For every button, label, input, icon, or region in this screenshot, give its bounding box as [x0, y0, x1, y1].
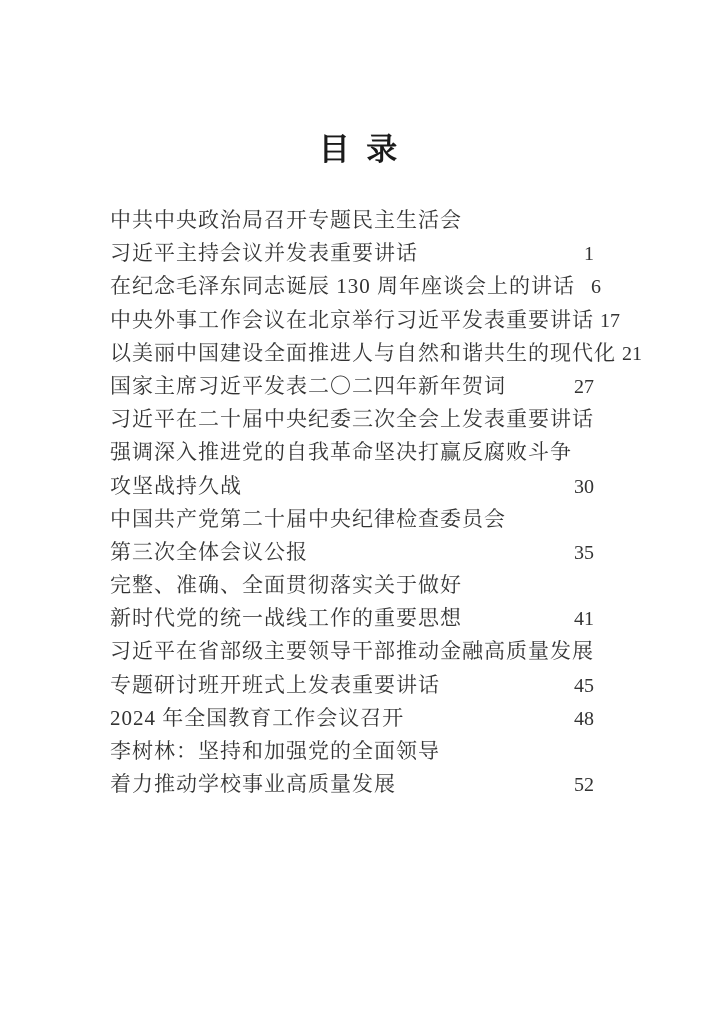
page-title: 目 录	[318, 132, 402, 167]
toc-entry-text: 习近平在省部级主要领导干部推动金融高质量发展	[110, 639, 594, 664]
toc-list	[110, 204, 642, 801]
toc-row	[110, 768, 594, 801]
toc-entry-page-number: 6	[591, 276, 601, 299]
toc-entry-text: 在纪念毛泽东同志诞辰 130 周年座谈会上的讲话	[110, 274, 575, 299]
toc-entry-page-number: 48	[574, 707, 594, 730]
toc-row	[110, 569, 594, 602]
toc-row	[110, 470, 594, 503]
toc-row	[110, 702, 594, 735]
toc-row	[110, 536, 594, 569]
toc-row	[110, 237, 594, 270]
toc-row	[110, 403, 594, 436]
toc-row	[110, 436, 594, 469]
toc-entry-page-number: 45	[574, 674, 594, 697]
toc-entry-page-number: 52	[574, 774, 594, 797]
toc-entry-page-number: 21	[622, 342, 642, 365]
toc-entry-text: 习近平在二十届中央纪委三次全会上发表重要讲话	[110, 407, 594, 432]
toc-row	[110, 602, 594, 635]
toc-entry-text: 国家主席习近平发表二〇二四年新年贺词	[110, 373, 506, 398]
toc-row	[110, 337, 642, 370]
toc-entry-page-number: 17	[600, 309, 620, 332]
toc-entry-text: 专题研讨班开班式上发表重要讲话	[110, 672, 440, 697]
toc-entry-page-number: 41	[574, 608, 594, 631]
toc-entry-text: 第三次全体会议公报	[110, 539, 308, 564]
toc-row	[110, 304, 620, 337]
toc-entry-text: 新时代党的统一战线工作的重要思想	[110, 606, 462, 631]
toc-row	[110, 503, 594, 536]
toc-entry-text: 2024 年全国教育工作会议召开	[110, 705, 405, 730]
toc-entry-text: 中共中央政治局召开专题民主生活会	[110, 208, 462, 232]
toc-row	[110, 635, 594, 668]
toc-entry-text: 习近平主持会议并发表重要讲话	[110, 241, 418, 266]
toc-row	[110, 735, 594, 768]
toc-entry-text: 强调深入推进党的自我革命坚决打赢反腐败斗争	[110, 440, 572, 465]
toc-entry-text: 中央外事工作会议在北京举行习近平发表重要讲话	[110, 307, 594, 332]
toc-row	[110, 204, 594, 237]
toc-entry-text: 以美丽中国建设全面推进人与自然和谐共生的现代化	[110, 340, 616, 365]
toc-entry-page-number: 30	[574, 475, 594, 498]
toc-entry-text: 攻坚战持久战	[110, 473, 242, 498]
toc-row	[110, 370, 594, 403]
toc-entry-text: 李树林：坚持和加强党的全面领导	[110, 739, 440, 763]
toc-entry-text: 着力推动学校事业高质量发展	[110, 772, 396, 797]
toc-entry-page-number: 35	[574, 541, 594, 564]
toc-entry-text: 完整、准确、全面贯彻落实关于做好	[110, 573, 462, 598]
toc-entry-page-number: 27	[574, 375, 594, 398]
toc-entry-text: 中国共产党第二十届中央纪律检查委员会	[110, 506, 506, 531]
toc-entry-page-number: 1	[584, 243, 594, 266]
toc-row	[110, 270, 601, 303]
toc-row	[110, 669, 594, 702]
